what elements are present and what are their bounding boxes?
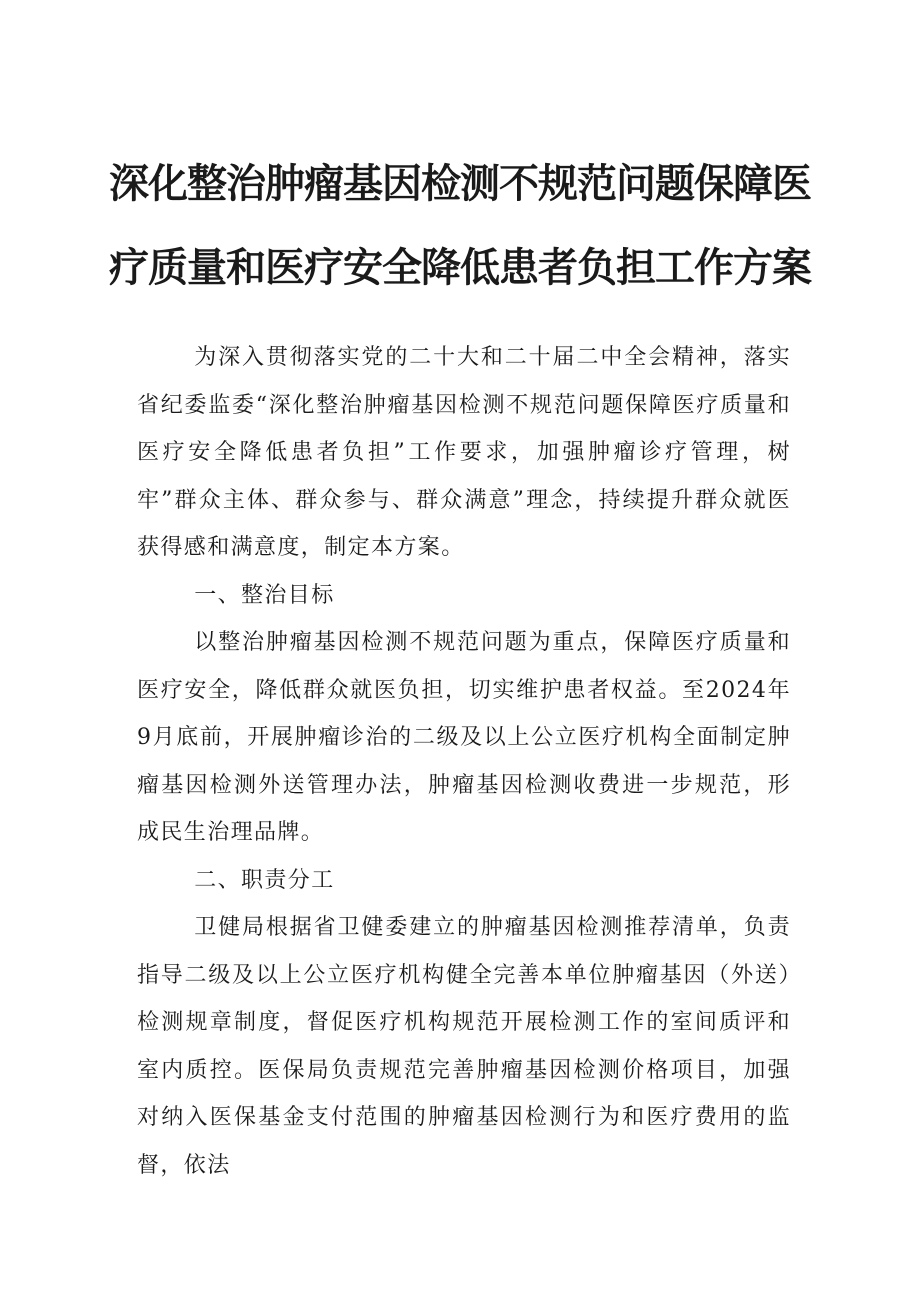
document-body	[137, 334, 791, 1189]
document-title-line-2: 疗质量和医疗安全降低患者负担工作方案	[109, 245, 811, 291]
document-title-line-1: 深化整治肿瘤基因检测不规范问题保障医	[109, 161, 811, 207]
section-2-heading: 二、职责分工	[194, 867, 335, 893]
section-1-paragraph: 以整治肿瘤基因检测不规范问题为重点，保障医疗质量和医疗安全，降低群众就医负担，切实维护患者权益。至2024年9月底前，开展肿瘤诊治的二级及以上公立医疗机构全面制定肿瘤基因检测外送管理办法，肿瘤基因检测收费进一步规范，形成民生治理品牌。	[137, 630, 791, 845]
section-2-paragraph: 卫健局根据省卫健委建立的肿瘤基因检测推荐清单，负责指导二级及以上公立医疗机构健全完善本单位肿瘤基因（外送）检测规章制度，督促医疗机构规范开展检测工作的室间质评和室内质控。医保局负责规范完善肿瘤基因检测价格项目，加强对纳入医保基金支付范围的肿瘤基因检测行为和医疗费用的监督，依法	[137, 915, 791, 1178]
intro-paragraph: 为深入贯彻落实党的二十大和二十届二中全会精神，落实省纪委监委“深化整治肿瘤基因检测不规范问题保障医疗质量和医疗安全降低患者负担”工作要求，加强肿瘤诊疗管理，树牢”群众主体、群众参与、群众满意”理念，持续提升群众就医获得感和满意度，制定本方案。	[137, 345, 791, 560]
section-1-heading: 一、整治目标	[194, 582, 335, 608]
